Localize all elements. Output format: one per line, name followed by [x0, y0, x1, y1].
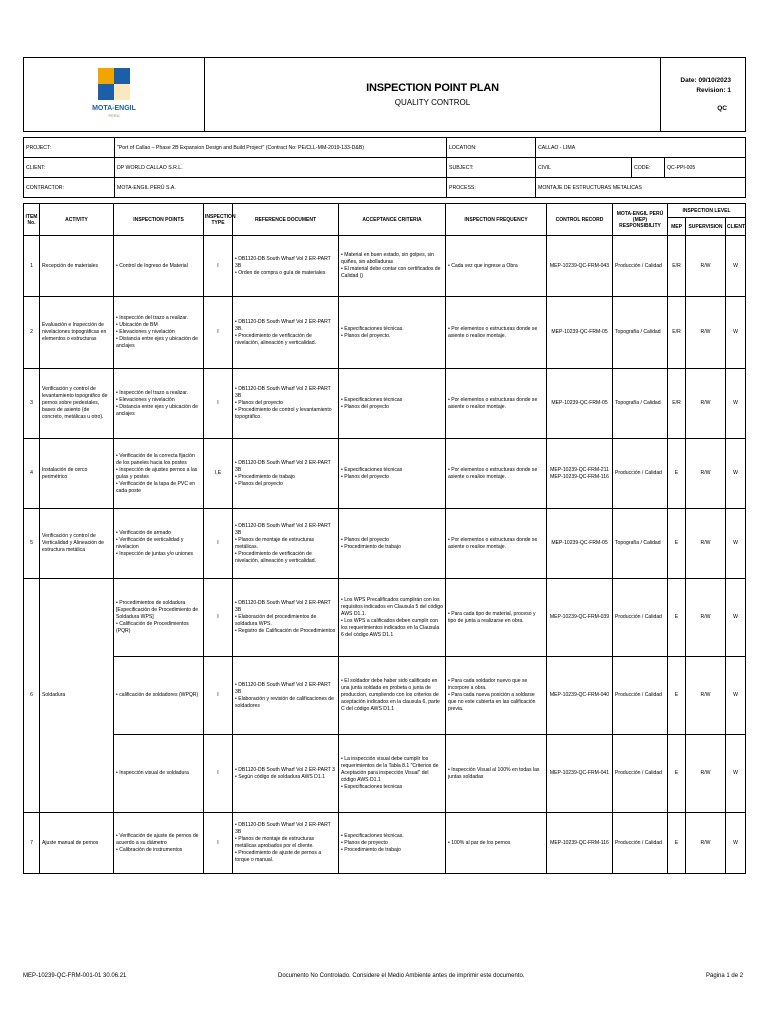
activity-text: Evaluación e Inspección de nivelaciones topográficas en elementos o estructuras	[42, 322, 107, 342]
inspection-type-text: I	[217, 839, 219, 846]
level-client-text: W	[733, 540, 738, 546]
responsibility-text: Topografía / Calidad	[615, 540, 661, 546]
level-mep	[668, 439, 686, 509]
level-supervision	[686, 657, 726, 735]
acceptance-criteria-line: • La inspección visual debe cumplir los requerimientos de la Tabla 8.1 "Criterios de Aceptación para inspección Visual" del código AWS D1.1	[341, 756, 439, 783]
level-client	[726, 369, 746, 439]
reference-document-line: • Procedimiento de verificación de nivelación, alineación y verticalidad.	[235, 332, 316, 346]
responsibility	[613, 509, 668, 579]
level-client	[726, 813, 746, 874]
inspection-frequency-line: • Para cada tipo de material, proceso y tipo de junta a realizarse en obra.	[448, 610, 536, 624]
inspection-frequency-line: • Por elementos o estructuras donde se asiente o realice montaje.	[448, 396, 538, 410]
inspection-frequency-line: • 100% al par de los pernos	[448, 839, 511, 846]
level-client	[726, 579, 746, 657]
acceptance-criteria	[339, 735, 446, 813]
inspection-type	[204, 579, 233, 657]
reference-document-line: • Según código de soldadura AWS D1.1	[235, 773, 325, 780]
level-client	[726, 735, 746, 813]
level-mep-text: E/R	[672, 329, 681, 335]
level-supervision-text: R/W	[700, 400, 711, 406]
reference-document	[233, 735, 339, 813]
responsibility-text: Topografía / Calidad	[615, 400, 661, 406]
inspection-type	[204, 439, 233, 509]
contractor-value: MOTA-ENGIL PERÚ S.A.	[115, 178, 447, 198]
col-client: CLIENT	[726, 218, 746, 236]
inspection-points	[114, 297, 204, 369]
inspection-points-line: • Elevaciones y nivelación	[116, 329, 175, 335]
inspection-frequency	[446, 297, 547, 369]
item-number-text: 6	[30, 692, 33, 698]
activity-text: Ajuste manual de pernos	[42, 839, 99, 846]
item-number-text: 1	[30, 262, 33, 269]
activity-text: Soldadura	[42, 692, 66, 698]
footer-right: Página 1 de 2	[706, 973, 744, 979]
acceptance-criteria-line: • Especificaciones tecnicas	[341, 784, 403, 790]
inspection-points-line: • Procedimientos de soldadura [Especificación de Procedimiento de Soldadura WPS]	[116, 600, 199, 620]
table-row	[24, 297, 746, 369]
inspection-type-text: I	[217, 400, 219, 406]
activity-text: Instalación de cerco perimétrico	[42, 466, 88, 480]
reference-document-line: • Registro de Calificación de Procedimientos	[235, 628, 336, 634]
activity	[40, 509, 114, 579]
revision-text: Revision: 1	[696, 86, 731, 94]
reference-document-line: • DB1120-DB South Wharf Vol 2 ER-PART 3B	[235, 386, 331, 399]
table-row	[24, 657, 746, 735]
inspection-points	[114, 439, 204, 509]
inspection-points-line: • Inspección de ajustes pernos a las guías y postes	[116, 466, 198, 480]
inspection-type-text: I	[217, 540, 219, 546]
reference-document-line: • Planos de montaje de estructuras metálicas aprobados por el cliente.	[235, 836, 315, 849]
inspection-frequency	[446, 813, 547, 874]
level-client	[726, 439, 746, 509]
level-supervision-text: R/W	[700, 470, 711, 476]
inspection-points-line: • Distancia entre ejes y ubicación de anclajes	[116, 403, 198, 417]
acceptance-criteria-line: • Especificaciones técnicas	[341, 396, 403, 403]
inspection-points-line: • Inspección del trazo a realizar.	[116, 315, 189, 321]
reference-document-line: • Elaboración y revisión de calificaciones de soldadores	[235, 695, 334, 709]
inspection-points	[114, 657, 204, 735]
project-value: "Port of Callao – Phase 2B Expansion Design and Build Project" (Contract No: PE/CLL-MM-2019-133-D&B)	[115, 138, 447, 158]
level-supervision	[686, 297, 726, 369]
inspection-points-line: • Inspección visual de soldadura	[116, 770, 189, 776]
inspection-frequency-line: • Inspección Visual al 100% en todas las juntas soldadas	[448, 766, 540, 780]
level-supervision-text: R/W	[700, 329, 711, 335]
inspection-type-text: I	[217, 614, 219, 620]
item-number-text: 7	[30, 839, 33, 846]
code-label: CODE:	[632, 158, 665, 178]
table-row	[24, 236, 746, 297]
level-mep	[668, 735, 686, 813]
project-label: PROJECT:	[24, 138, 115, 158]
level-client-text: W	[733, 329, 738, 335]
inspection-points-line: • Calificación de Procedimientos (PQR)	[116, 621, 189, 634]
inspection-type-text: I	[217, 262, 219, 269]
process-value: MONTAJE DE ESTRUCTURAS METALICAS	[536, 178, 746, 198]
inspection-frequency-line: • Para cada soldador nuevo que se incorpore a obra.	[448, 678, 528, 691]
inspection-points-line: • Inspección de juntas y/o uniones	[116, 550, 194, 557]
acceptance-criteria	[339, 579, 446, 657]
acceptance-criteria	[339, 509, 446, 579]
inspection-table	[23, 203, 746, 874]
reference-document-line: • Procedimiento de control y levantamiento topográfico.	[235, 407, 332, 420]
level-client-text: W	[733, 470, 738, 476]
acceptance-criteria-line: • Planos del proyecto	[341, 403, 389, 410]
control-record	[547, 509, 613, 579]
control-record	[547, 236, 613, 297]
process-label: PROCESS:	[447, 178, 536, 198]
activity-text: Verificación y control de Verticalidad y Alineación de estructura metálica	[42, 533, 105, 553]
responsibility-text: Topografía / Calidad	[615, 329, 661, 335]
inspection-type	[204, 813, 233, 874]
responsibility	[613, 657, 668, 735]
level-supervision	[686, 509, 726, 579]
table-row	[24, 579, 746, 657]
level-mep-text: E	[674, 540, 679, 546]
col-supervision: SUPERVISION	[686, 218, 726, 236]
inspection-points-line: • calificación de soldadores (WPQR)	[116, 692, 199, 698]
col-mep: MEP	[668, 218, 686, 236]
reference-document-line: • DB1120-DB South Wharf Vol 2 ER-PART 3B.	[235, 318, 331, 332]
acceptance-criteria-line: • Material en buen estado, sin golpes, sin quiñes, sin abolladuras	[341, 252, 434, 265]
col-inspection-level: INSPECTION LEVEL	[668, 204, 746, 218]
activity	[40, 439, 114, 509]
item-number	[24, 509, 40, 579]
acceptance-criteria-line: • Planos de proyecto	[341, 839, 388, 846]
acceptance-criteria-line: • Especificaciones técnicas.	[341, 325, 404, 332]
reference-document-line: • DB1120-DB South Wharf Vol 2 ER-PART 3B	[235, 681, 331, 695]
inspection-points-line: • Verificación de verticalidad y nivelacion	[116, 536, 184, 550]
responsibility-text: Producción / Calidad	[615, 770, 663, 776]
reference-document-line: • Procedimiento de verificación de nivelación, alineación y verticalidad.	[235, 550, 316, 564]
control-record	[547, 579, 613, 657]
inspection-points-line: • Verificación de ajuste de pernos de acuerdo a su diámetro	[116, 832, 199, 846]
reference-document	[233, 369, 339, 439]
level-client	[726, 236, 746, 297]
reference-document-line: • DB1120-DB South Wharf Vol 2 ER-PART 3B	[235, 522, 331, 536]
level-mep	[668, 236, 686, 297]
control-record	[547, 657, 613, 735]
col-item: ITEM No.	[24, 204, 40, 236]
inspection-type-text: I	[217, 692, 219, 698]
level-supervision-text: R/W	[700, 770, 711, 776]
acceptance-criteria	[339, 297, 446, 369]
col-inspection-points: INSPECTION POINTS	[114, 204, 204, 236]
control-record	[547, 439, 613, 509]
inspection-points-line: • Calibración de instrumentos	[116, 846, 183, 853]
inspection-frequency-line: • Por elementos o estructuras donde se asiente o realice montaje.	[448, 325, 538, 339]
reference-document	[233, 509, 339, 579]
level-supervision	[686, 236, 726, 297]
col-acceptance-criteria: ACCEPTANCE CRITERIA	[339, 204, 446, 236]
level-client	[726, 509, 746, 579]
company-logo	[84, 66, 144, 118]
page-title: INSPECTION POINT PLAN	[366, 82, 499, 94]
level-mep-text: E/R	[672, 400, 681, 406]
inspection-frequency	[446, 369, 547, 439]
col-control-record: CONTROL RECORD	[547, 204, 613, 236]
inspection-frequency-line: • Para cada nueva posición a soldarse que no este cubierta en las calificación previa.	[448, 692, 536, 712]
reference-document-line: • Procedimiento de trabajo	[235, 473, 295, 480]
level-supervision	[686, 439, 726, 509]
inspection-type	[204, 735, 233, 813]
reference-document-line: • DB1120-DB South Wharf Vol 2 ER-PART 3B	[235, 459, 331, 473]
inspection-points-line: • Verificación de la tapa de PVC en cada poste	[116, 480, 196, 494]
level-mep	[668, 297, 686, 369]
table-row	[24, 735, 746, 813]
client-value: DP WORLD CALLAO S.R.L.	[115, 158, 447, 178]
level-client	[726, 297, 746, 369]
reference-document-line: • Procedimiento de ajuste de pernos a torque o manual.	[235, 850, 322, 863]
activity-text: Recepción de materiales	[42, 262, 99, 269]
item-number	[24, 236, 40, 297]
item-number	[24, 297, 40, 369]
responsibility-text: Producción / Calidad	[615, 692, 663, 698]
responsibility-text: Producción / Calidad	[615, 839, 663, 846]
inspection-points	[114, 509, 204, 579]
control-record-text: MEP-10239-QC-FRM-211	[550, 466, 609, 473]
item-number-text: 2	[30, 329, 33, 335]
activity	[40, 813, 114, 874]
control-record	[547, 297, 613, 369]
reference-document-line: • Planos de montaje de estructuras metálicas.	[235, 536, 315, 550]
level-client-text: W	[733, 839, 738, 846]
acceptance-criteria-line: • Especificaciones técnicas.	[341, 832, 404, 839]
acceptance-criteria-line: • Planos del proyecto.	[341, 332, 391, 339]
inspection-type	[204, 369, 233, 439]
reference-document	[233, 579, 339, 657]
inspection-frequency	[446, 236, 547, 297]
level-supervision	[686, 735, 726, 813]
reference-document	[233, 236, 339, 297]
acceptance-criteria	[339, 439, 446, 509]
level-client-text: W	[733, 770, 738, 776]
reference-document	[233, 439, 339, 509]
acceptance-criteria-line: • El material debe contar con certificados de Calidad ()	[341, 266, 441, 279]
level-client-text: W	[733, 400, 738, 406]
inspection-points	[114, 236, 204, 297]
control-record-text: MEP-10239-QC-FRM-116	[550, 839, 609, 846]
level-mep	[668, 579, 686, 657]
inspection-points-line: • Control de Ingreso de Material	[116, 262, 188, 269]
reference-document-line: • Planos del proyecto	[235, 400, 283, 406]
level-supervision	[686, 369, 726, 439]
inspection-type-text: I,E	[214, 470, 222, 476]
acceptance-criteria-line: • Procedimiento de trabajo	[341, 543, 401, 550]
inspection-type	[204, 236, 233, 297]
inspection-frequency-line: • Por elementos o estructuras donde se asiente o realice montaje.	[448, 466, 538, 480]
level-client	[726, 657, 746, 735]
reference-document-line: • Orden de compra o guía de materiales	[235, 269, 326, 276]
control-record-text: MEP-10239-QC-FRM-040	[549, 692, 610, 698]
col-inspection-type: INSPECTION TYPE	[204, 204, 233, 236]
code-value: QC-PPI-005	[665, 158, 746, 178]
page-subtitle: QUALITY CONTROL	[394, 98, 471, 107]
reference-document	[233, 813, 339, 874]
inspection-type-text: I	[217, 770, 219, 776]
level-mep-text: E/R	[672, 262, 681, 269]
inspection-points	[114, 735, 204, 813]
inspection-frequency	[446, 735, 547, 813]
item-number-text: 4	[30, 470, 33, 476]
control-record-text: MEP-10239-QC-FRM-05	[551, 400, 608, 406]
control-record-text: MEP-10239-QC-FRM-043	[549, 262, 610, 269]
activity	[40, 369, 114, 439]
responsibility-text: Producción / Calidad	[615, 614, 663, 620]
level-mep-text: E	[674, 692, 679, 698]
acceptance-criteria-line: • Procedimiento de trabajo	[341, 846, 401, 853]
inspection-points	[114, 369, 204, 439]
footer-center: Documento No Controlado. Considere el Medio Ambiente antes de imprimir este documento.	[278, 973, 525, 979]
responsibility-text: Producción / Calidad	[615, 470, 663, 476]
acceptance-criteria-line: • Los WPS a calificados deben cumplir con los requerimientos indicados en la Clausula 6 del código AWS D1.1	[341, 617, 440, 638]
reference-document-line: • DB1120-DB South Wharf Vol 2 ER-PART 3B	[235, 822, 331, 835]
level-supervision-text: R/W	[700, 262, 711, 269]
item-number	[24, 439, 40, 509]
footer-left: MEP-10239-QC-FRM-001-01 30.06.21	[23, 973, 127, 979]
responsibility-text: Producción / Calidad	[615, 262, 663, 269]
control-record	[547, 735, 613, 813]
acceptance-criteria	[339, 657, 446, 735]
level-client-text: W	[733, 262, 738, 269]
reference-document-line: • Elaboración del procedimientos de soldadura WPS.	[235, 614, 317, 627]
date-revision-cell	[661, 58, 746, 132]
inspection-frequency	[446, 579, 547, 657]
activity	[40, 236, 114, 297]
level-mep-text: E	[674, 770, 679, 776]
col-inspection-frequency: INSPECTION FREQUENCY	[446, 204, 547, 236]
responsibility	[613, 297, 668, 369]
level-supervision	[686, 579, 726, 657]
inspection-points-line: • Distancia entre ejes y ubicación de anclajes	[116, 336, 198, 349]
level-mep	[668, 657, 686, 735]
inspection-points-line: • Ubicación de BM	[116, 322, 158, 328]
contractor-label: CONTRACTOR:	[24, 178, 115, 198]
inspection-frequency	[446, 509, 547, 579]
level-mep-text: E	[674, 614, 679, 620]
table-row	[24, 369, 746, 439]
inspection-frequency-line: • Por elementos o estructuras donde se asiente o realice montaje.	[448, 536, 538, 550]
acceptance-criteria-line: • Los WPS Precalificados cumplirán con los requisitos indicados en Clausula 5 del código AWS D1.1.	[341, 596, 443, 617]
col-responsibility: MOTA-ENGIL PERÚ (MEP) RESPONSIBILITY	[613, 204, 668, 236]
control-record-text: MEP-10239-QC-FRM-116	[550, 473, 609, 480]
inspection-points-line: • Inspección del trazo a realizar.	[116, 389, 189, 396]
date-text: Date: 09/10/2023	[680, 76, 731, 84]
activity-text: Verificación y control de levantamiento topográfico de pernos sobre pedestales, bases de asiento (de concreto, metálicas u otro).	[42, 386, 108, 420]
acceptance-criteria	[339, 813, 446, 874]
reference-document-line: • DB1120-DB South Wharf Vol 2 ER-PART 3B	[235, 600, 331, 613]
level-mep-text: E	[674, 839, 679, 846]
level-client-text: W	[733, 692, 738, 698]
document-header	[23, 57, 746, 132]
col-activity: ACTIVITY	[40, 204, 114, 236]
location-label: LOCATION:	[447, 138, 536, 158]
level-supervision-text: R/W	[700, 839, 711, 846]
control-record-text: MEP-10239-QC-FRM-05	[551, 540, 608, 546]
level-supervision-text: R/W	[700, 540, 711, 546]
reference-document-line: • DB1120-DB South Wharf Vol 2 ER-PART 3B	[235, 255, 331, 269]
table-row	[24, 509, 746, 579]
level-supervision-text: R/W	[700, 692, 711, 698]
title-cell	[205, 58, 661, 132]
level-mep	[668, 509, 686, 579]
inspection-type	[204, 657, 233, 735]
table-row	[24, 813, 746, 874]
inspection-points-line: • Verificación de armado	[116, 529, 172, 536]
item-number	[24, 813, 40, 874]
acceptance-criteria-line: • Especificaciones técnicas	[341, 466, 403, 473]
client-label: CLIENT:	[24, 158, 115, 178]
inspection-rows	[24, 236, 746, 874]
reference-document	[233, 297, 339, 369]
inspection-frequency	[446, 657, 547, 735]
subject-value: CIVIL	[536, 158, 632, 178]
activity	[40, 579, 114, 813]
responsibility	[613, 439, 668, 509]
reference-document-line: • DB1120-DB South Wharf Vol 2 ER-PART 3	[235, 766, 335, 773]
qc-text: QC	[717, 104, 727, 112]
level-mep	[668, 813, 686, 874]
inspection-points	[114, 813, 204, 874]
responsibility	[613, 813, 668, 874]
acceptance-criteria	[339, 236, 446, 297]
svg-text:MOTA-ENGIL: MOTA-ENGIL	[92, 105, 136, 112]
acceptance-criteria-line: • El soldador debe haber sido calificado en una junta soldada en probeta o junta de produccion, cumpliendo con los criterios de aceptación indicados en la clausula 6, parte C del código AWS D1.1	[341, 678, 440, 712]
responsibility	[613, 579, 668, 657]
responsibility	[613, 369, 668, 439]
svg-text:PERÚ: PERÚ	[108, 113, 120, 118]
location-value: CALLAO - LIMA	[536, 138, 746, 158]
control-record-text: MEP-10239-QC-FRM-039	[549, 614, 610, 620]
table-row	[24, 439, 746, 509]
subject-label: SUBJECT:	[447, 158, 536, 178]
reference-document	[233, 657, 339, 735]
control-record	[547, 369, 613, 439]
level-supervision-text: R/W	[700, 614, 711, 620]
control-record-text: MEP-10239-QC-FRM-05	[551, 329, 608, 335]
reference-document-line: • Planos del proyecto	[235, 480, 283, 487]
item-number-text: 3	[30, 400, 33, 406]
responsibility	[613, 735, 668, 813]
inspection-plan-sheet	[23, 57, 745, 874]
level-mep-text: E	[674, 470, 679, 476]
inspection-type-text: I	[217, 329, 219, 335]
inspection-frequency-line: • Cada vez que ingrese a Obra	[448, 262, 518, 269]
col-reference-document: REFERENCE DOCUMENT	[233, 204, 339, 236]
level-mep	[668, 369, 686, 439]
item-number	[24, 579, 40, 813]
responsibility	[613, 236, 668, 297]
item-number-text: 5	[30, 540, 33, 546]
activity	[40, 297, 114, 369]
inspection-type	[204, 509, 233, 579]
project-info-table	[23, 137, 746, 198]
control-record-text: MEP-10239-QC-FRM-041	[549, 770, 610, 776]
inspection-points-line: • Verificación de la correcta fijación de los paneles hacia los postes	[116, 452, 195, 466]
control-record	[547, 813, 613, 874]
acceptance-criteria	[339, 369, 446, 439]
inspection-type	[204, 297, 233, 369]
level-client-text: W	[733, 614, 738, 620]
inspection-frequency	[446, 439, 547, 509]
inspection-points-line: • Elevaciones y nivelación	[116, 396, 175, 403]
logo-cell	[24, 58, 205, 132]
item-number	[24, 369, 40, 439]
inspection-points	[114, 579, 204, 657]
acceptance-criteria-line: • Planos del proyecto	[341, 536, 389, 543]
level-supervision	[686, 813, 726, 874]
acceptance-criteria-line: • Planos del proyecto	[341, 473, 389, 480]
